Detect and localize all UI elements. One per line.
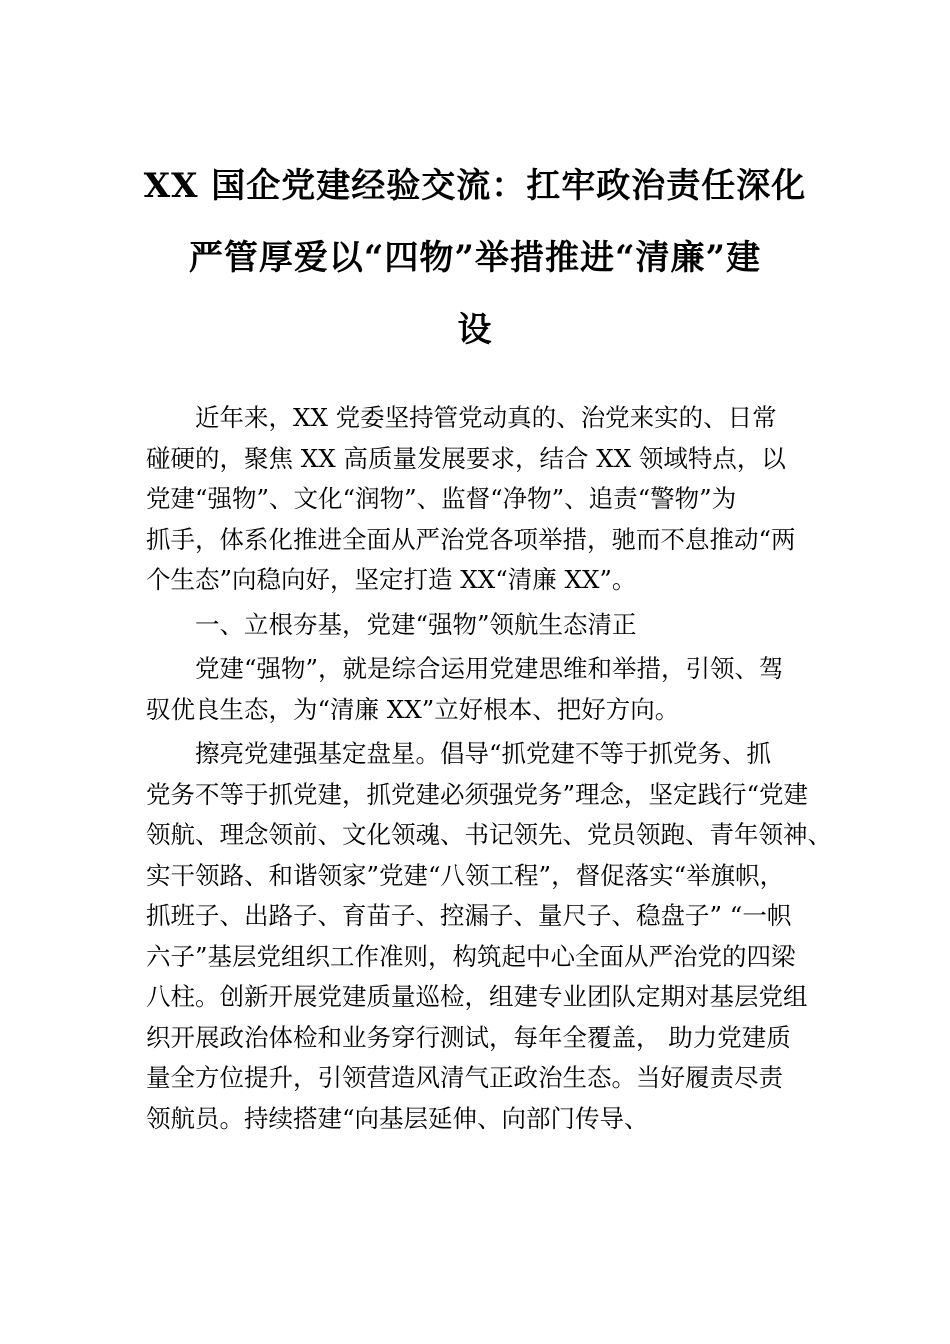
text-line: 近年来，XX 党委坚持管党动真的、治党来实的、日常 bbox=[195, 403, 777, 432]
text-line: 党务不等于抓党建，抓党建必须强党务”理念，坚定践行“党建 bbox=[146, 779, 809, 809]
document-body bbox=[146, 398, 832, 1139]
document-title bbox=[130, 150, 820, 366]
text-line: 擦亮党建强基定盘星。倡导“抓党建不等于抓党务、抓 bbox=[195, 739, 772, 768]
text-line: 个生态”向稳向好，坚定打造 XX“清廉 XX”。 bbox=[146, 565, 637, 594]
text-line: 织开展政治体检和业务穿行测试，每年全覆盖， 助力党建质 bbox=[146, 1022, 791, 1052]
section-heading bbox=[146, 605, 816, 646]
paragraph-detail bbox=[146, 734, 832, 1139]
text-line: 领航、理念领前、文化领魂、书记领先、党员领跑、青年领神、 bbox=[146, 820, 832, 849]
text-line: 抓手，体系化推进全面从严治党各项举措，驰而不息推动“两 bbox=[146, 524, 796, 554]
text-line: 六子”基层党组织工作准则，构筑起中心全面从严治党的四梁 bbox=[146, 941, 796, 971]
text-line: 领航员。持续搭建“向基层延伸、向部门传导、 bbox=[146, 1103, 649, 1133]
text-line: 一、立根夯基，党建“强物”领航生态清正 bbox=[195, 609, 637, 639]
text-line: 实干领路、和谐领家”党建“八领工程”，督促落实“举旗帜， bbox=[146, 860, 785, 890]
text-line: 抓班子、出路子、育苗子、控漏子、量尺子、稳盘子” “一帜 bbox=[146, 901, 792, 930]
text-line: 党建“强物”、文化“润物”、监督“净物”、追责“警物”为 bbox=[146, 484, 737, 513]
text-line: 党建“强物”，就是综合运用党建思维和举措，引领、驾 bbox=[195, 654, 784, 683]
text-line: 碰硬的，聚焦 XX 高质量发展要求，结合 XX 领域特点，以 bbox=[146, 443, 786, 473]
text-line: 驭优良生态，为“清廉 XX”立好根本、把好方向。 bbox=[146, 694, 680, 724]
paragraph-definition bbox=[146, 649, 816, 730]
text-line: 量全方位提升，引领营造风清气正政治生态。当好履责尽责 bbox=[146, 1063, 783, 1092]
title-line: 设 bbox=[457, 310, 493, 350]
text-line: 八柱。创新开展党建质量巡检，组建专业团队定期对基层党组 bbox=[146, 982, 808, 1011]
paragraph-intro bbox=[146, 398, 816, 601]
title-line: 严管厚爱以“四物”举措推进“清廉”建 bbox=[188, 238, 762, 278]
title-line: XX 国企党建经验交流：扛牢政治责任深化 bbox=[143, 166, 807, 206]
